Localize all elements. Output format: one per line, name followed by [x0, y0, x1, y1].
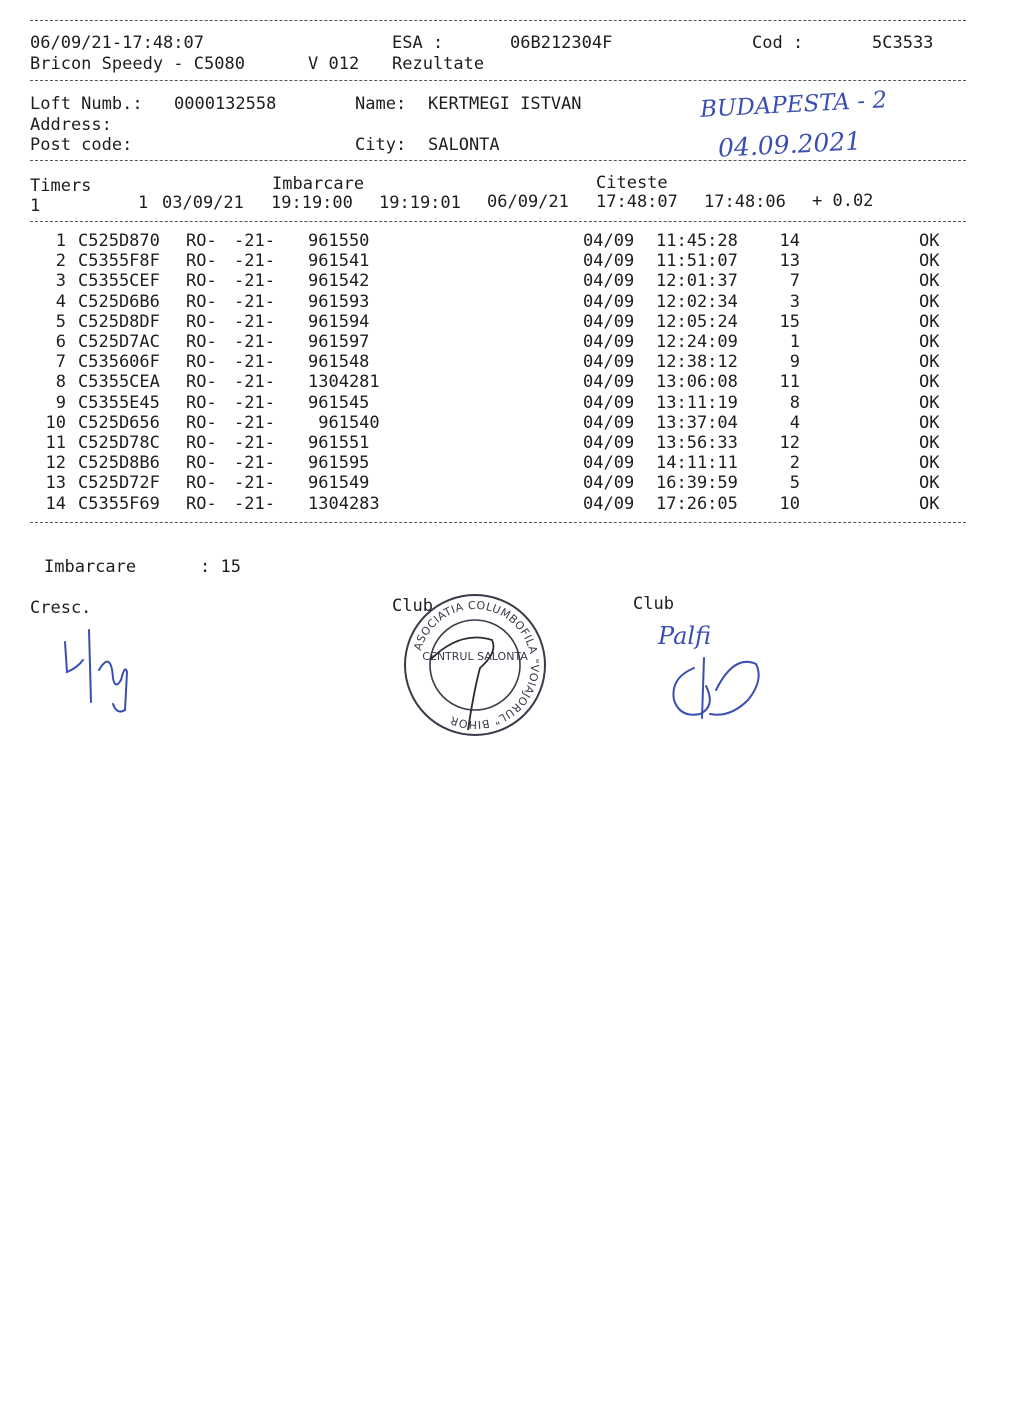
table-row [0, 231, 1024, 251]
fancier-name: KERTMEGI ISTVAN [428, 94, 582, 114]
status-ok: OK [919, 231, 940, 251]
handwritten-race-date: 04.09.2021 [717, 126, 862, 163]
table-row [0, 271, 1024, 291]
table-row [0, 372, 1024, 392]
arrival-time: 13:56:33 [656, 433, 738, 453]
position: 6 [55, 332, 66, 352]
basket-number: 4 [789, 412, 800, 433]
club-stamp [400, 590, 550, 740]
arrival-date: 04/09 [583, 231, 635, 251]
imbarcare-total-value: : 15 [200, 557, 241, 577]
arrival-date: 04/09 [583, 392, 635, 413]
ring-country: RO- [186, 372, 217, 393]
arrival-time: 13:06:08 [656, 372, 738, 393]
status-ok: OK [919, 291, 940, 312]
ring-country: RO- [186, 352, 217, 373]
table-row [0, 292, 1024, 312]
imbarcare-total-label: Imbarcare [44, 557, 137, 577]
ring-number: 961540 [308, 412, 380, 433]
ring-number: 961597 [308, 332, 370, 352]
club-label: Club [392, 596, 433, 616]
basket-number: 11 [779, 372, 800, 393]
ring-number: 961551 [308, 433, 370, 453]
basket-number: 7 [789, 271, 800, 292]
ring-number: 961548 [308, 352, 370, 373]
ring-number: 961549 [308, 473, 370, 494]
basket-number: 8 [789, 392, 800, 413]
position: 12 [45, 453, 66, 474]
ring-number: 961595 [308, 453, 370, 474]
name-label: Name: [355, 94, 407, 114]
basket-number: 2 [789, 453, 800, 474]
basket-number: 14 [779, 231, 800, 251]
arrival-date: 04/09 [583, 453, 635, 474]
stamp-inner-text: CENTRUL SALONTA [422, 650, 528, 663]
table-row [0, 494, 1024, 514]
ring-year: -21- [234, 291, 275, 312]
status-ok: OK [919, 392, 940, 413]
chip-id: C5355F69 [78, 493, 160, 514]
ring-year: -21- [234, 433, 275, 453]
ring-year: -21- [234, 473, 275, 494]
position: 9 [55, 392, 66, 413]
report-type: Rezultate [392, 54, 485, 74]
position: 13 [45, 473, 66, 494]
chip-id: C525D870 [78, 231, 160, 251]
arrival-date: 04/09 [583, 412, 635, 433]
status-ok: OK [919, 352, 940, 373]
imbarcare-header-label: Imbarcare [272, 174, 365, 194]
ring-country: RO- [186, 311, 217, 332]
position: 1 [55, 231, 66, 251]
cod-value: 5C3533 [872, 33, 934, 53]
ring-year: -21- [234, 453, 275, 474]
table-row [0, 393, 1024, 413]
arrival-time: 11:45:28 [656, 231, 738, 251]
basket-number: 9 [789, 352, 800, 373]
arrival-date: 04/09 [583, 311, 635, 332]
club-handwritten-name: Palfi [658, 622, 712, 650]
ring-year: -21- [234, 392, 275, 413]
basket-time-2: 19:19:01 [379, 193, 461, 213]
ring-country: RO- [186, 271, 217, 292]
chip-id: C5355CEF [78, 271, 160, 292]
ring-country: RO- [186, 332, 217, 352]
position: 14 [45, 493, 66, 514]
report-datetime: 06/09/21-17:48:07 [30, 33, 204, 53]
chip-id: C535606F [78, 352, 160, 373]
position: 10 [45, 412, 66, 433]
status-ok: OK [919, 271, 940, 292]
arrival-date: 04/09 [583, 493, 635, 514]
table-row [0, 312, 1024, 332]
table-row [0, 433, 1024, 453]
ring-year: -21- [234, 311, 275, 332]
status-ok: OK [919, 473, 940, 494]
read-date: 06/09/21 [487, 192, 569, 212]
ring-year: -21- [234, 251, 275, 272]
esa-label: ESA : [392, 33, 444, 53]
ring-number: 961593 [308, 291, 370, 312]
separator-line [30, 160, 966, 161]
position: 5 [55, 311, 66, 332]
table-row [0, 251, 1024, 271]
chip-id: C5355E45 [78, 392, 160, 413]
basket-number: 10 [779, 493, 800, 514]
ring-country: RO- [186, 291, 217, 312]
basket-number: 13 [779, 251, 800, 272]
ring-country: RO- [186, 251, 217, 272]
chip-id: C525D656 [78, 412, 160, 433]
arrival-date: 04/09 [583, 271, 635, 292]
basket-number: 3 [789, 291, 800, 312]
separator-line [30, 221, 966, 222]
ring-year: -21- [234, 332, 275, 352]
status-ok: OK [919, 332, 940, 352]
arrival-date: 04/09 [583, 433, 635, 453]
address-label: Address: [30, 115, 112, 135]
timers-label: Timers [30, 176, 92, 196]
status-ok: OK [919, 493, 940, 514]
loft-number-label: Loft Numb.: [30, 94, 143, 114]
table-row [0, 413, 1024, 433]
arrival-time: 11:51:07 [656, 251, 738, 272]
ring-number: 961550 [308, 231, 370, 251]
ring-year: -21- [234, 231, 275, 251]
ring-number: 961542 [308, 271, 370, 292]
ring-year: -21- [234, 412, 275, 433]
ring-year: -21- [234, 352, 275, 373]
postcode-label: Post code: [30, 135, 133, 155]
timer-number: 1 [30, 196, 41, 216]
ring-country: RO- [186, 453, 217, 474]
citeste-label: Citeste [596, 173, 668, 193]
status-ok: OK [919, 412, 940, 433]
timer-count: 1 [138, 193, 149, 213]
chip-id: C5355CEA [78, 372, 160, 393]
chip-id: C525D78C [78, 433, 160, 453]
arrival-date: 04/09 [583, 251, 635, 272]
separator-line [30, 80, 966, 81]
position: 3 [55, 271, 66, 292]
ring-number: 961541 [308, 251, 370, 272]
arrival-date: 04/09 [583, 291, 635, 312]
status-ok: OK [919, 372, 940, 393]
separator-line [30, 522, 966, 523]
ring-number: 961545 [308, 392, 370, 413]
ring-year: -21- [234, 493, 275, 514]
position: 4 [55, 291, 66, 312]
status-ok: OK [919, 453, 940, 474]
basket-number: 5 [789, 473, 800, 494]
arrival-time: 12:24:09 [656, 332, 738, 352]
separator-line [30, 20, 966, 21]
basket-number: 1 [789, 332, 800, 352]
position: 11 [45, 433, 66, 453]
table-row [0, 352, 1024, 372]
ring-number: 1304283 [308, 493, 380, 514]
arrival-date: 04/09 [583, 372, 635, 393]
ring-number: 1304281 [308, 372, 380, 393]
arrival-time: 12:38:12 [656, 352, 738, 373]
arrival-date: 04/09 [583, 332, 635, 352]
ring-country: RO- [186, 412, 217, 433]
device-version: V 012 [308, 54, 360, 74]
chip-id: C525D72F [78, 473, 160, 494]
arrival-time: 16:39:59 [656, 473, 738, 494]
position: 7 [55, 352, 66, 373]
handwritten-race-place: BUDAPESTA - 2 [699, 87, 888, 123]
ring-country: RO- [186, 231, 217, 251]
status-ok: OK [919, 433, 940, 453]
esa-value: 06B212304F [510, 33, 613, 53]
ring-country: RO- [186, 473, 217, 494]
stamp-outer-text: ASOCIATIA COLUMBOFILA "VOIAJORUL" BIHOR [411, 598, 542, 732]
ring-country: RO- [186, 433, 217, 453]
read-time-2: 17:48:06 [704, 192, 786, 212]
club-signature [664, 650, 774, 725]
chip-id: C525D7AC [78, 332, 160, 352]
city-label: City: [355, 135, 407, 155]
position: 8 [55, 372, 66, 393]
basket-time-1: 19:19:00 [271, 193, 353, 213]
chip-id: C525D6B6 [78, 291, 160, 312]
cod-label: Cod : [752, 33, 804, 53]
status-ok: OK [919, 311, 940, 332]
table-row [0, 332, 1024, 352]
arrival-time: 12:01:37 [656, 271, 738, 292]
arrival-time: 13:11:19 [656, 392, 738, 413]
ring-year: -21- [234, 271, 275, 292]
club-label-2: Club [633, 594, 674, 614]
chip-id: C525D8B6 [78, 453, 160, 474]
status-ok: OK [919, 251, 940, 272]
arrival-date: 04/09 [583, 352, 635, 373]
city-value: SALONTA [428, 135, 500, 155]
device-name: Bricon Speedy - C5080 [30, 54, 245, 74]
position: 2 [55, 251, 66, 272]
arrival-time: 12:05:24 [656, 311, 738, 332]
basket-number: 12 [779, 433, 800, 453]
table-row [0, 453, 1024, 473]
table-row [0, 473, 1024, 493]
chip-id: C5355F8F [78, 251, 160, 272]
ring-country: RO- [186, 392, 217, 413]
loft-number: 0000132558 [174, 94, 277, 114]
breeder-label: Cresc. [30, 598, 92, 618]
ring-number: 961594 [308, 311, 370, 332]
arrival-time: 17:26:05 [656, 493, 738, 514]
basket-date: 03/09/21 [162, 193, 244, 213]
arrival-time: 14:11:11 [656, 453, 738, 474]
ring-year: -21- [234, 372, 275, 393]
clock-deviation: + 0.02 [812, 191, 874, 211]
basket-number: 15 [779, 311, 800, 332]
chip-id: C525D8DF [78, 311, 160, 332]
read-time-1: 17:48:07 [596, 192, 678, 212]
arrival-time: 13:37:04 [656, 412, 738, 433]
ring-country: RO- [186, 493, 217, 514]
arrival-date: 04/09 [583, 473, 635, 494]
breeder-signature [55, 620, 145, 715]
arrival-time: 12:02:34 [656, 291, 738, 312]
